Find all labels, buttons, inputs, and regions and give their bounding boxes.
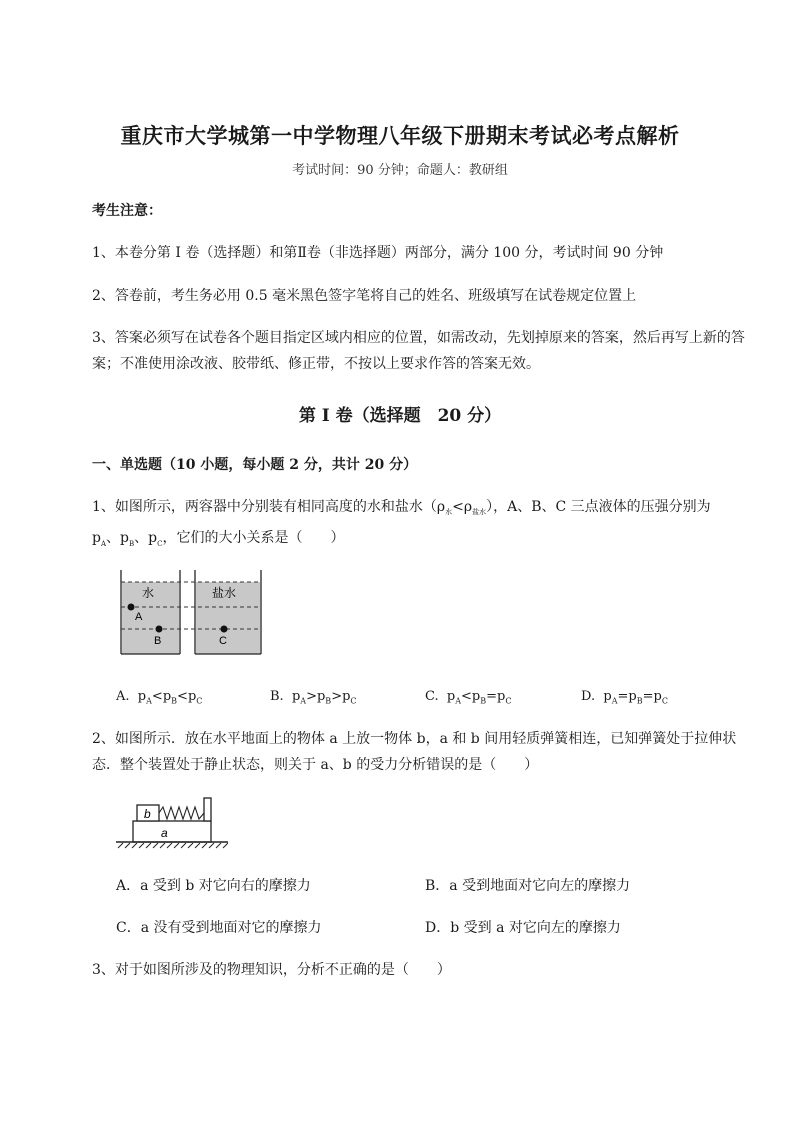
point-a-label: A — [135, 611, 143, 623]
part-heading: 一、单选题（10 小题，每小题 2 分，共计 20 分） — [92, 457, 418, 473]
block-a — [133, 821, 211, 842]
q1-option-d[interactable]: D. $p_A=p_B=p_C$ — [581, 689, 668, 706]
page-title: 重庆市大学城第一中学物理八年级下册期末考试必考点解析 — [120, 123, 680, 148]
q1-option-c[interactable]: C. $p_A<p_B=p_C$ — [425, 689, 512, 706]
point-b-dot — [156, 626, 163, 633]
point-c-label: C — [219, 635, 227, 647]
question-1-stem: 1、如图所示，两容器中分别装有相同高度的水和盐水$(\rho_水<\rho_{盐水})$，A、B、C 三点液体的压强分别为 $p_A$、$p_B$、$p_C$，它们的大小关系是（ ） — [92, 499, 711, 548]
q1-option-a[interactable]: A. $p_A<p_B<p_C$ — [116, 689, 203, 706]
saltwater-label: 盐水 — [212, 586, 237, 600]
q2-option-c[interactable]: C．a 没有受到地面对它的摩擦力 — [116, 920, 322, 936]
point-b-label: B — [154, 635, 162, 647]
q1-option-b[interactable]: B. $p_A>p_B>p_C$ — [270, 689, 357, 706]
water-label: 水 — [142, 586, 155, 600]
spring — [159, 807, 204, 819]
page-subtitle: 考试时间：90 分钟；命题人：教研组 — [292, 163, 508, 178]
notice-item-3: 3、答案必须写在试卷各个题目指定区域内相应的位置，如需改动，先划掉原来的答案，然后再写上新的答案；不准使用涂改液、胶带纸、修正带，不按以上要求作答的答案无效。 — [92, 330, 745, 372]
section-title: 第 I 卷（选择题 20 分） — [298, 406, 502, 426]
q2-option-a[interactable]: A．a 受到 b 对它向右的摩擦力 — [116, 878, 311, 894]
question-2-stem: 2、如图所示．放在水平地面上的物体 a 上放一物体 b，a 和 b 间用轻质弹簧相连，已知弹簧处于拉伸状态．整个装置处于静止状态，则关于 a、b 的受力分析错误的是（ ） — [92, 731, 737, 773]
question-1-line2: $p_A$、$p_B$、$p_C$，它们的大小关系是（ ） — [92, 530, 345, 548]
block-a-wall — [204, 798, 211, 821]
q2-option-d[interactable]: D．b 受到 a 对它向左的摩擦力 — [425, 920, 621, 936]
containers-figure — [118, 570, 268, 658]
question-3-stem: 3、对于如图所涉及的物理知识，分析不正确的是（ ） — [92, 962, 451, 978]
notice-heading: 考生注意： — [92, 203, 162, 219]
block-a-label: a — [161, 826, 168, 840]
ground-hatching — [118, 843, 228, 848]
q2-option-b[interactable]: B．a 受到地面对它向左的摩擦力 — [425, 878, 631, 894]
notice-item-2: 2、答卷前，考生务必用 0.5 毫米黑色签字笔将自己的姓名、班级填写在试卷规定位置上 — [92, 288, 637, 304]
point-a-dot — [128, 604, 135, 611]
point-c-dot — [221, 626, 228, 633]
notice-item-1: 1、本卷分第 I 卷（选择题）和第Ⅱ卷（非选择题）两部分，满分 100 分，考试时间 90 分钟 — [92, 245, 664, 261]
spring-blocks-figure — [116, 795, 228, 857]
block-b-label: b — [144, 807, 151, 821]
